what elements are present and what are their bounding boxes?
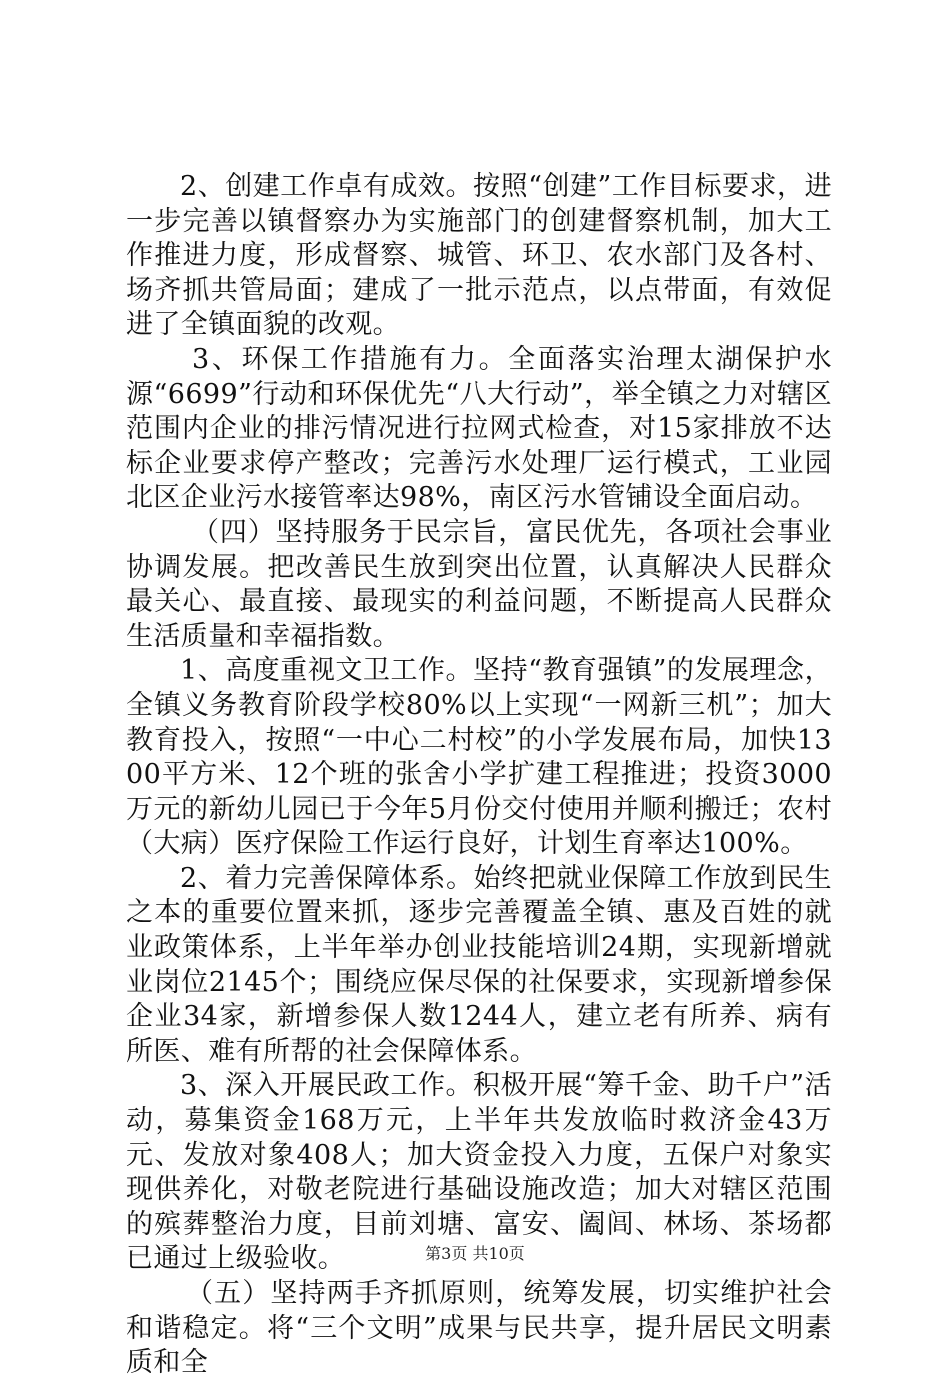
page-footer: 第3页 共10页 <box>425 1244 525 1263</box>
paragraph-section-four: （四）坚持服务于民宗旨，富民优先，各项社会事业协调发展。把改善民生放到突出位置，认真解决人民群众最关心、最直接、最现实的利益问题，不断提高人民群众生活质量和幸福指数。 <box>126 516 832 652</box>
document-body <box>126 170 832 1381</box>
paragraph-creation-work: 2、创建工作卓有成效。按照“创建”工作目标要求，进一步完善以镇督察办为实施部门的创建督察机制，加大工作推进力度，形成督察、城管、环卫、农水部门及各村、场齐抓共管局面；建成了一批示范点，以点带面，有效促进了全镇面貌的改观。 <box>126 171 832 341</box>
paragraph-civil-affairs: 3、深入开展民政工作。积极开展“筹千金、助千户”活动，募集资金168万元，上半年共发放临时救济金43万元、发放对象408人；加大资金投入力度，五保户对象实现供养化，对敬老院进行基础设施改造；加大对辖区范围的殡葬整治力度，目前刘塘、富安、阖闾、林场、茶场都已通过上级验收。 <box>126 1070 832 1275</box>
paragraph-section-five: （五）坚持两手齐抓原则，统筹发展，切实维护社会和谐稳定。将“三个文明”成果与民共享，提升居民文明素质和全 <box>126 1278 832 1379</box>
paragraph-social-security: 2、着力完善保障体系。始终把就业保障工作放到民生之本的重要位置来抓，逐步完善覆盖全镇、惠及百姓的就业政策体系，上半年举办创业技能培训24期，实现新增就业岗位2145个；围绕应保尽保的社保要求，实现新增参保企业34家，新增参保人数1244人，建立老有所养、病有所医、难有所帮的社会保障体系。 <box>126 862 832 1067</box>
paragraph-environmental-work: 3、环保工作措施有力。全面落实治理太湖保护水源“6699”行动和环保优先“八大行动”，举全镇之力对辖区范围内企业的排污情况进行拉网式检查，对15家排放不达标企业要求停产整改；完善污水处理厂运行模式，工业园北区企业污水接管率达98%，南区污水管铺设全面启动。 <box>126 343 832 514</box>
paragraph-culture-health: 1、高度重视文卫工作。坚持“教育强镇”的发展理念，全镇义务教育阶段学校80%以上实现“一网新三机”；加大教育投入，按照“一中心二村校”的小学发展布局，加快1300平方米、12个班的张舍小学扩建工程推进；投资3000万元的新幼儿园已于今年5月份交付使用并顺利搬迁；农村（大病）医疗保险工作运行良好，计划生育率达100%。 <box>126 655 832 860</box>
